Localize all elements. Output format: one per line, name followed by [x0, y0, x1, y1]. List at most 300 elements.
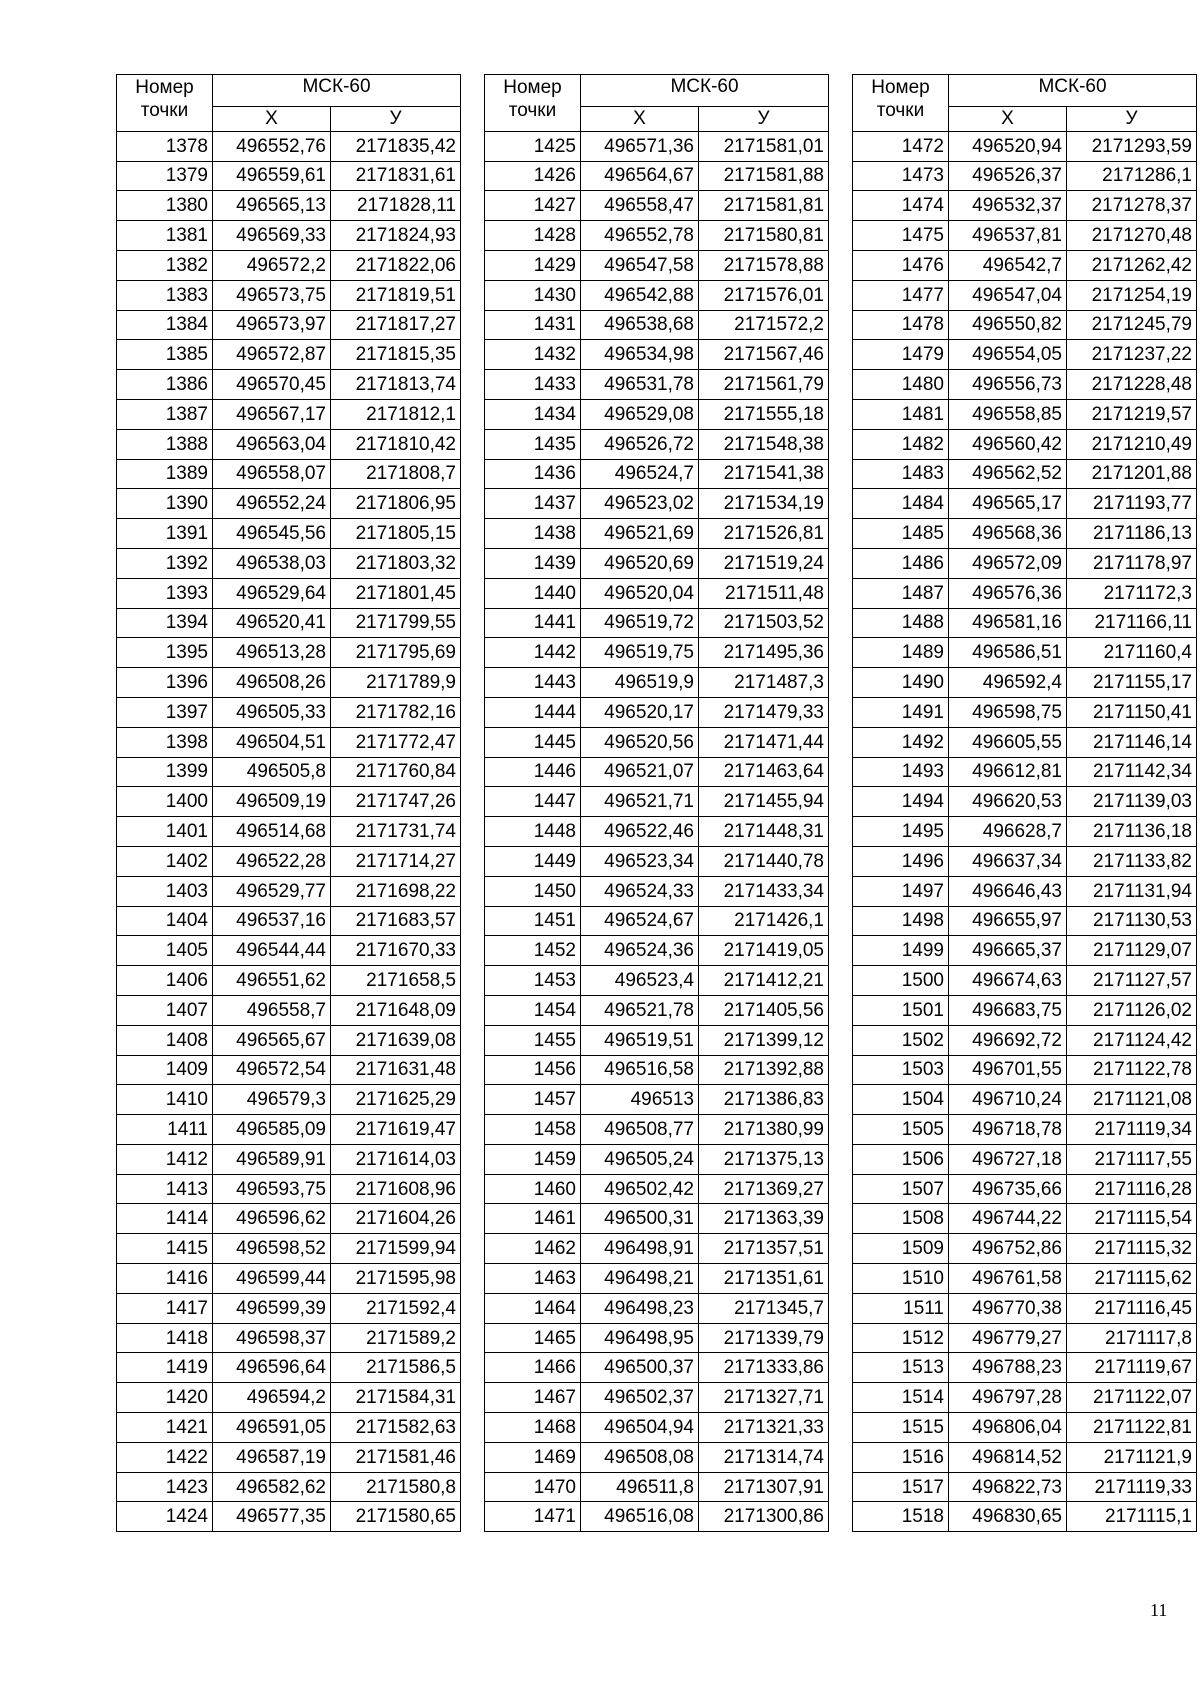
y-coordinate-cell: 2171619,47	[331, 1115, 461, 1145]
point-number-cell: 1447	[485, 787, 581, 817]
point-number-cell: 1429	[485, 250, 581, 280]
point-number-cell: 1486	[853, 548, 949, 578]
x-coordinate-cell: 496523,4	[581, 966, 699, 996]
coordinate-system-header: МСК-60	[581, 75, 829, 107]
y-coordinate-cell: 2171172,3	[1067, 578, 1197, 608]
point-number-cell: 1443	[485, 668, 581, 698]
point-number-cell: 1396	[117, 668, 213, 698]
x-coordinate-cell: 496665,37	[949, 936, 1067, 966]
table-row	[117, 1413, 461, 1443]
x-coordinate-cell: 496612,81	[949, 757, 1067, 787]
x-coordinate-cell: 496573,97	[213, 310, 331, 340]
table-row	[117, 459, 461, 489]
x-coordinate-cell: 496502,37	[581, 1383, 699, 1413]
point-number-cell: 1394	[117, 608, 213, 638]
y-coordinate-cell: 2171614,03	[331, 1144, 461, 1174]
table-row	[117, 1025, 461, 1055]
table-row	[117, 1204, 461, 1234]
x-coordinate-cell: 496547,04	[949, 280, 1067, 310]
table-row	[117, 191, 461, 221]
x-coordinate-cell: 496520,17	[581, 697, 699, 727]
point-number-cell: 1415	[117, 1234, 213, 1264]
x-coordinate-cell: 496770,38	[949, 1293, 1067, 1323]
point-number-cell: 1466	[485, 1353, 581, 1383]
y-coordinate-cell: 2171124,42	[1067, 1025, 1197, 1055]
table-row	[853, 668, 1197, 698]
y-coordinate-cell: 2171245,79	[1067, 310, 1197, 340]
x-coordinate-cell: 496552,78	[581, 221, 699, 251]
y-coordinate-cell: 2171122,81	[1067, 1413, 1197, 1443]
point-number-cell: 1481	[853, 399, 949, 429]
x-coordinate-cell: 496508,26	[213, 668, 331, 698]
y-coordinate-cell: 2171286,1	[1067, 161, 1197, 191]
point-number-cell: 1395	[117, 638, 213, 668]
y-coordinate-cell: 2171495,36	[699, 638, 829, 668]
y-coordinate-cell: 2171586,5	[331, 1353, 461, 1383]
y-coordinate-cell: 2171670,33	[331, 936, 461, 966]
y-coordinate-cell: 2171541,38	[699, 459, 829, 489]
x-coordinate-cell: 496526,72	[581, 429, 699, 459]
x-coordinate-cell: 496520,56	[581, 727, 699, 757]
y-coordinate-cell: 2171772,47	[331, 727, 461, 757]
point-number-cell: 1437	[485, 489, 581, 519]
x-coordinate-cell: 496537,81	[949, 221, 1067, 251]
point-number-cell: 1438	[485, 519, 581, 549]
point-number-cell: 1390	[117, 489, 213, 519]
x-coordinate-cell: 496520,69	[581, 548, 699, 578]
point-number-cell: 1380	[117, 191, 213, 221]
y-coordinate-cell: 2171795,69	[331, 638, 461, 668]
table-row	[485, 1293, 829, 1323]
point-number-cell: 1430	[485, 280, 581, 310]
table-row	[117, 995, 461, 1025]
table-row	[117, 1323, 461, 1353]
y-coordinate-cell: 2171808,7	[331, 459, 461, 489]
y-coordinate-cell: 2171747,26	[331, 787, 461, 817]
y-coordinate-cell: 2171817,27	[331, 310, 461, 340]
table-row	[117, 370, 461, 400]
x-coordinate-cell: 496547,58	[581, 250, 699, 280]
y-coordinate-cell: 2171561,79	[699, 370, 829, 400]
y-coordinate-cell: 2171115,1	[1067, 1502, 1197, 1532]
y-coordinate-cell: 2171801,45	[331, 578, 461, 608]
table-row	[485, 161, 829, 191]
y-column-header: У	[1067, 106, 1197, 131]
y-coordinate-cell: 2171548,38	[699, 429, 829, 459]
y-coordinate-cell: 2171658,5	[331, 966, 461, 996]
y-coordinate-cell: 2171433,34	[699, 876, 829, 906]
x-coordinate-cell: 496524,67	[581, 906, 699, 936]
x-coordinate-cell: 496552,24	[213, 489, 331, 519]
point-number-cell: 1480	[853, 370, 949, 400]
y-coordinate-cell: 2171345,7	[699, 1293, 829, 1323]
y-coordinate-cell: 2171581,46	[331, 1442, 461, 1472]
y-coordinate-cell: 2171327,71	[699, 1383, 829, 1413]
y-coordinate-cell: 2171136,18	[1067, 817, 1197, 847]
y-coordinate-cell: 2171824,93	[331, 221, 461, 251]
point-number-cell: 1444	[485, 697, 581, 727]
y-coordinate-cell: 2171584,31	[331, 1383, 461, 1413]
x-coordinate-cell: 496508,08	[581, 1442, 699, 1472]
y-coordinate-cell: 2171146,14	[1067, 727, 1197, 757]
x-coordinate-cell: 496594,2	[213, 1383, 331, 1413]
table-row	[117, 310, 461, 340]
y-coordinate-cell: 2171419,05	[699, 936, 829, 966]
point-number-cell: 1512	[853, 1323, 949, 1353]
x-coordinate-cell: 496522,28	[213, 846, 331, 876]
table-row	[853, 846, 1197, 876]
y-coordinate-cell: 2171386,83	[699, 1085, 829, 1115]
point-number-cell: 1508	[853, 1204, 949, 1234]
x-coordinate-cell: 496538,68	[581, 310, 699, 340]
table-row	[853, 489, 1197, 519]
y-coordinate-cell: 2171150,41	[1067, 697, 1197, 727]
table-row	[485, 1174, 829, 1204]
x-coordinate-cell: 496505,24	[581, 1144, 699, 1174]
point-number-cell: 1423	[117, 1472, 213, 1502]
table-row	[485, 191, 829, 221]
table-row	[485, 668, 829, 698]
x-coordinate-cell: 496655,97	[949, 906, 1067, 936]
table-row	[117, 1055, 461, 1085]
table-row	[485, 1204, 829, 1234]
x-coordinate-cell: 496822,73	[949, 1472, 1067, 1502]
y-coordinate-cell: 2171578,88	[699, 250, 829, 280]
y-coordinate-cell: 2171581,01	[699, 131, 829, 161]
y-coordinate-cell: 2171139,03	[1067, 787, 1197, 817]
y-coordinate-cell: 2171519,24	[699, 548, 829, 578]
table-row	[853, 906, 1197, 936]
x-coordinate-cell: 496596,64	[213, 1353, 331, 1383]
y-coordinate-cell: 2171121,08	[1067, 1085, 1197, 1115]
y-coordinate-cell: 2171463,64	[699, 757, 829, 787]
point-number-cell: 1391	[117, 519, 213, 549]
point-number-cell: 1431	[485, 310, 581, 340]
y-coordinate-cell: 2171572,2	[699, 310, 829, 340]
point-number-cell: 1414	[117, 1204, 213, 1234]
table-row	[117, 429, 461, 459]
table-row	[853, 1502, 1197, 1532]
x-coordinate-cell: 496558,85	[949, 399, 1067, 429]
coordinates-table-1	[116, 74, 461, 1532]
y-coordinate-cell: 2171130,53	[1067, 906, 1197, 936]
x-coordinate-cell: 496542,88	[581, 280, 699, 310]
point-number-cell: 1502	[853, 1025, 949, 1055]
point-number-cell: 1487	[853, 578, 949, 608]
table-row	[485, 280, 829, 310]
table-row	[853, 340, 1197, 370]
x-coordinate-cell: 496524,33	[581, 876, 699, 906]
table-row	[117, 876, 461, 906]
x-coordinate-cell: 496596,62	[213, 1204, 331, 1234]
x-coordinate-cell: 496520,94	[949, 131, 1067, 161]
table-row	[853, 995, 1197, 1025]
point-number-cell: 1478	[853, 310, 949, 340]
point-number-cell: 1475	[853, 221, 949, 251]
point-number-cell: 1381	[117, 221, 213, 251]
y-coordinate-cell: 2171625,29	[331, 1085, 461, 1115]
table-row	[853, 280, 1197, 310]
point-number-cell: 1419	[117, 1353, 213, 1383]
point-number-cell: 1485	[853, 519, 949, 549]
table-row	[117, 1442, 461, 1472]
table-row	[485, 638, 829, 668]
point-number-cell: 1459	[485, 1144, 581, 1174]
coordinates-table-2	[484, 74, 829, 1532]
x-coordinate-cell: 496565,13	[213, 191, 331, 221]
point-number-cell: 1504	[853, 1085, 949, 1115]
y-coordinate-cell: 2171307,91	[699, 1472, 829, 1502]
point-number-cell: 1498	[853, 906, 949, 936]
y-coordinate-cell: 2171589,2	[331, 1323, 461, 1353]
point-number-cell: 1403	[117, 876, 213, 906]
table-row	[117, 757, 461, 787]
table-row	[485, 876, 829, 906]
x-coordinate-cell: 496752,86	[949, 1234, 1067, 1264]
x-coordinate-cell: 496571,36	[581, 131, 699, 161]
table-row	[853, 1144, 1197, 1174]
x-coordinate-cell: 496797,28	[949, 1383, 1067, 1413]
y-coordinate-cell: 2171278,37	[1067, 191, 1197, 221]
table-row	[117, 727, 461, 757]
table-row	[485, 1264, 829, 1294]
table-row	[853, 578, 1197, 608]
x-coordinate-cell: 496558,7	[213, 995, 331, 1025]
y-coordinate-cell: 2171228,48	[1067, 370, 1197, 400]
y-coordinate-cell: 2171339,79	[699, 1323, 829, 1353]
x-coordinate-cell: 496727,18	[949, 1144, 1067, 1174]
x-coordinate-cell: 496788,23	[949, 1353, 1067, 1383]
y-coordinate-cell: 2171333,86	[699, 1353, 829, 1383]
table-row	[485, 936, 829, 966]
x-coordinate-cell: 496585,09	[213, 1115, 331, 1145]
table-row	[117, 399, 461, 429]
y-coordinate-cell: 2171270,48	[1067, 221, 1197, 251]
point-number-cell: 1509	[853, 1234, 949, 1264]
x-coordinate-cell: 496558,07	[213, 459, 331, 489]
coordinate-system-header: МСК-60	[213, 75, 461, 107]
point-number-cell: 1516	[853, 1442, 949, 1472]
y-coordinate-cell: 2171479,33	[699, 697, 829, 727]
y-coordinate-cell: 2171813,74	[331, 370, 461, 400]
table-row	[853, 1472, 1197, 1502]
x-coordinate-cell: 496534,98	[581, 340, 699, 370]
table-row	[485, 966, 829, 996]
table-row	[853, 1055, 1197, 1085]
table-row	[853, 1204, 1197, 1234]
x-coordinate-cell: 496582,62	[213, 1472, 331, 1502]
point-number-cell: 1476	[853, 250, 949, 280]
point-number-cell: 1451	[485, 906, 581, 936]
x-coordinate-cell: 496521,78	[581, 995, 699, 1025]
x-coordinate-cell: 496551,62	[213, 966, 331, 996]
x-coordinate-cell: 496514,68	[213, 817, 331, 847]
table-row	[117, 817, 461, 847]
x-coordinate-cell: 496568,36	[949, 519, 1067, 549]
table-row	[117, 1502, 461, 1532]
x-coordinate-cell: 496572,87	[213, 340, 331, 370]
x-coordinate-cell: 496554,05	[949, 340, 1067, 370]
x-coordinate-cell: 496513,28	[213, 638, 331, 668]
point-number-cell: 1495	[853, 817, 949, 847]
table-row	[853, 608, 1197, 638]
point-number-cell: 1413	[117, 1174, 213, 1204]
table-body	[117, 131, 461, 1531]
table-row	[853, 817, 1197, 847]
x-coordinate-cell: 496529,77	[213, 876, 331, 906]
table-row	[485, 757, 829, 787]
point-number-cell: 1468	[485, 1413, 581, 1443]
y-coordinate-cell: 2171526,81	[699, 519, 829, 549]
x-coordinate-cell: 496598,52	[213, 1234, 331, 1264]
y-coordinate-cell: 2171351,61	[699, 1264, 829, 1294]
y-coordinate-cell: 2171608,96	[331, 1174, 461, 1204]
x-coordinate-cell: 496529,08	[581, 399, 699, 429]
point-number-cell: 1472	[853, 131, 949, 161]
x-coordinate-cell: 496744,22	[949, 1204, 1067, 1234]
table-row	[117, 548, 461, 578]
y-coordinate-cell: 2171789,9	[331, 668, 461, 698]
table-row	[853, 131, 1197, 161]
x-coordinate-cell: 496552,76	[213, 131, 331, 161]
x-coordinate-cell: 496521,69	[581, 519, 699, 549]
point-number-header	[853, 75, 949, 132]
table-row	[485, 1383, 829, 1413]
x-coordinate-cell: 496563,04	[213, 429, 331, 459]
y-coordinate-cell: 2171115,32	[1067, 1234, 1197, 1264]
x-coordinate-cell: 496538,03	[213, 548, 331, 578]
table-row	[485, 489, 829, 519]
x-coordinate-cell: 496581,16	[949, 608, 1067, 638]
y-coordinate-cell: 2171448,31	[699, 817, 829, 847]
table-row	[117, 936, 461, 966]
x-coordinate-cell: 496576,36	[949, 578, 1067, 608]
x-coordinate-cell: 496565,17	[949, 489, 1067, 519]
y-coordinate-cell: 2171698,22	[331, 876, 461, 906]
table-row	[485, 310, 829, 340]
x-coordinate-cell: 496524,7	[581, 459, 699, 489]
y-coordinate-cell: 2171116,45	[1067, 1293, 1197, 1323]
point-number-cell: 1442	[485, 638, 581, 668]
table-row	[853, 936, 1197, 966]
table-row	[485, 1025, 829, 1055]
point-number-cell: 1453	[485, 966, 581, 996]
x-coordinate-cell: 496519,9	[581, 668, 699, 698]
y-coordinate-cell: 2171581,81	[699, 191, 829, 221]
point-number-cell: 1412	[117, 1144, 213, 1174]
y-coordinate-cell: 2171782,16	[331, 697, 461, 727]
y-coordinate-cell: 2171293,59	[1067, 131, 1197, 161]
point-number-cell: 1440	[485, 578, 581, 608]
x-coordinate-cell: 496605,55	[949, 727, 1067, 757]
point-number-cell: 1514	[853, 1383, 949, 1413]
table-row	[853, 399, 1197, 429]
x-coordinate-cell: 496537,16	[213, 906, 331, 936]
y-coordinate-cell: 2171210,49	[1067, 429, 1197, 459]
point-number-cell: 1424	[117, 1502, 213, 1532]
point-number-cell: 1435	[485, 429, 581, 459]
x-coordinate-cell: 496562,52	[949, 459, 1067, 489]
x-coordinate-cell: 496646,43	[949, 876, 1067, 906]
table-row	[853, 191, 1197, 221]
point-number-cell: 1452	[485, 936, 581, 966]
point-number-cell: 1505	[853, 1115, 949, 1145]
x-coordinate-cell: 496779,27	[949, 1323, 1067, 1353]
x-coordinate-cell: 496500,31	[581, 1204, 699, 1234]
x-coordinate-cell: 496498,95	[581, 1323, 699, 1353]
table-row	[853, 727, 1197, 757]
table-row	[485, 221, 829, 251]
x-coordinate-cell: 496620,53	[949, 787, 1067, 817]
y-coordinate-cell: 2171831,61	[331, 161, 461, 191]
x-coordinate-cell: 496569,33	[213, 221, 331, 251]
point-number-cell: 1457	[485, 1085, 581, 1115]
table-row	[853, 250, 1197, 280]
table-row	[117, 697, 461, 727]
table-row	[117, 161, 461, 191]
table-row	[853, 966, 1197, 996]
x-coordinate-cell: 496509,19	[213, 787, 331, 817]
x-coordinate-cell: 496522,46	[581, 817, 699, 847]
x-coordinate-cell: 496830,65	[949, 1502, 1067, 1532]
y-coordinate-cell: 2171799,55	[331, 608, 461, 638]
table-row	[853, 1025, 1197, 1055]
point-number-cell: 1471	[485, 1502, 581, 1532]
table-row	[117, 578, 461, 608]
coordinates-table-3	[852, 74, 1197, 1532]
point-number-cell: 1422	[117, 1442, 213, 1472]
x-coordinate-cell: 496567,17	[213, 399, 331, 429]
table-row	[485, 1234, 829, 1264]
y-coordinate-cell: 2171122,78	[1067, 1055, 1197, 1085]
table-row	[117, 1115, 461, 1145]
table-row	[117, 846, 461, 876]
table-row	[117, 608, 461, 638]
table-row	[485, 519, 829, 549]
point-number-cell: 1379	[117, 161, 213, 191]
table-row	[853, 638, 1197, 668]
point-number-cell: 1503	[853, 1055, 949, 1085]
y-coordinate-cell: 2171155,17	[1067, 668, 1197, 698]
table-row	[117, 668, 461, 698]
point-number-cell: 1482	[853, 429, 949, 459]
x-coordinate-cell: 496505,33	[213, 697, 331, 727]
x-coordinate-cell: 496587,19	[213, 1442, 331, 1472]
point-number-cell: 1400	[117, 787, 213, 817]
y-coordinate-cell: 2171580,81	[699, 221, 829, 251]
table-row	[117, 638, 461, 668]
table-row	[853, 787, 1197, 817]
y-coordinate-cell: 2171357,51	[699, 1234, 829, 1264]
point-number-cell: 1386	[117, 370, 213, 400]
table-row	[485, 1323, 829, 1353]
point-number-cell: 1388	[117, 429, 213, 459]
table-row	[117, 1144, 461, 1174]
y-coordinate-cell: 2171760,84	[331, 757, 461, 787]
x-coordinate-cell: 496586,51	[949, 638, 1067, 668]
table-row	[485, 1353, 829, 1383]
point-number-cell: 1385	[117, 340, 213, 370]
y-coordinate-cell: 2171580,8	[331, 1472, 461, 1502]
x-coordinate-cell: 496523,02	[581, 489, 699, 519]
table-row	[485, 1055, 829, 1085]
y-coordinate-cell: 2171805,15	[331, 519, 461, 549]
table-row	[485, 1115, 829, 1145]
x-coordinate-cell: 496558,47	[581, 191, 699, 221]
point-number-cell: 1474	[853, 191, 949, 221]
point-number-header-line2: точки	[876, 99, 925, 121]
x-coordinate-cell: 496521,71	[581, 787, 699, 817]
